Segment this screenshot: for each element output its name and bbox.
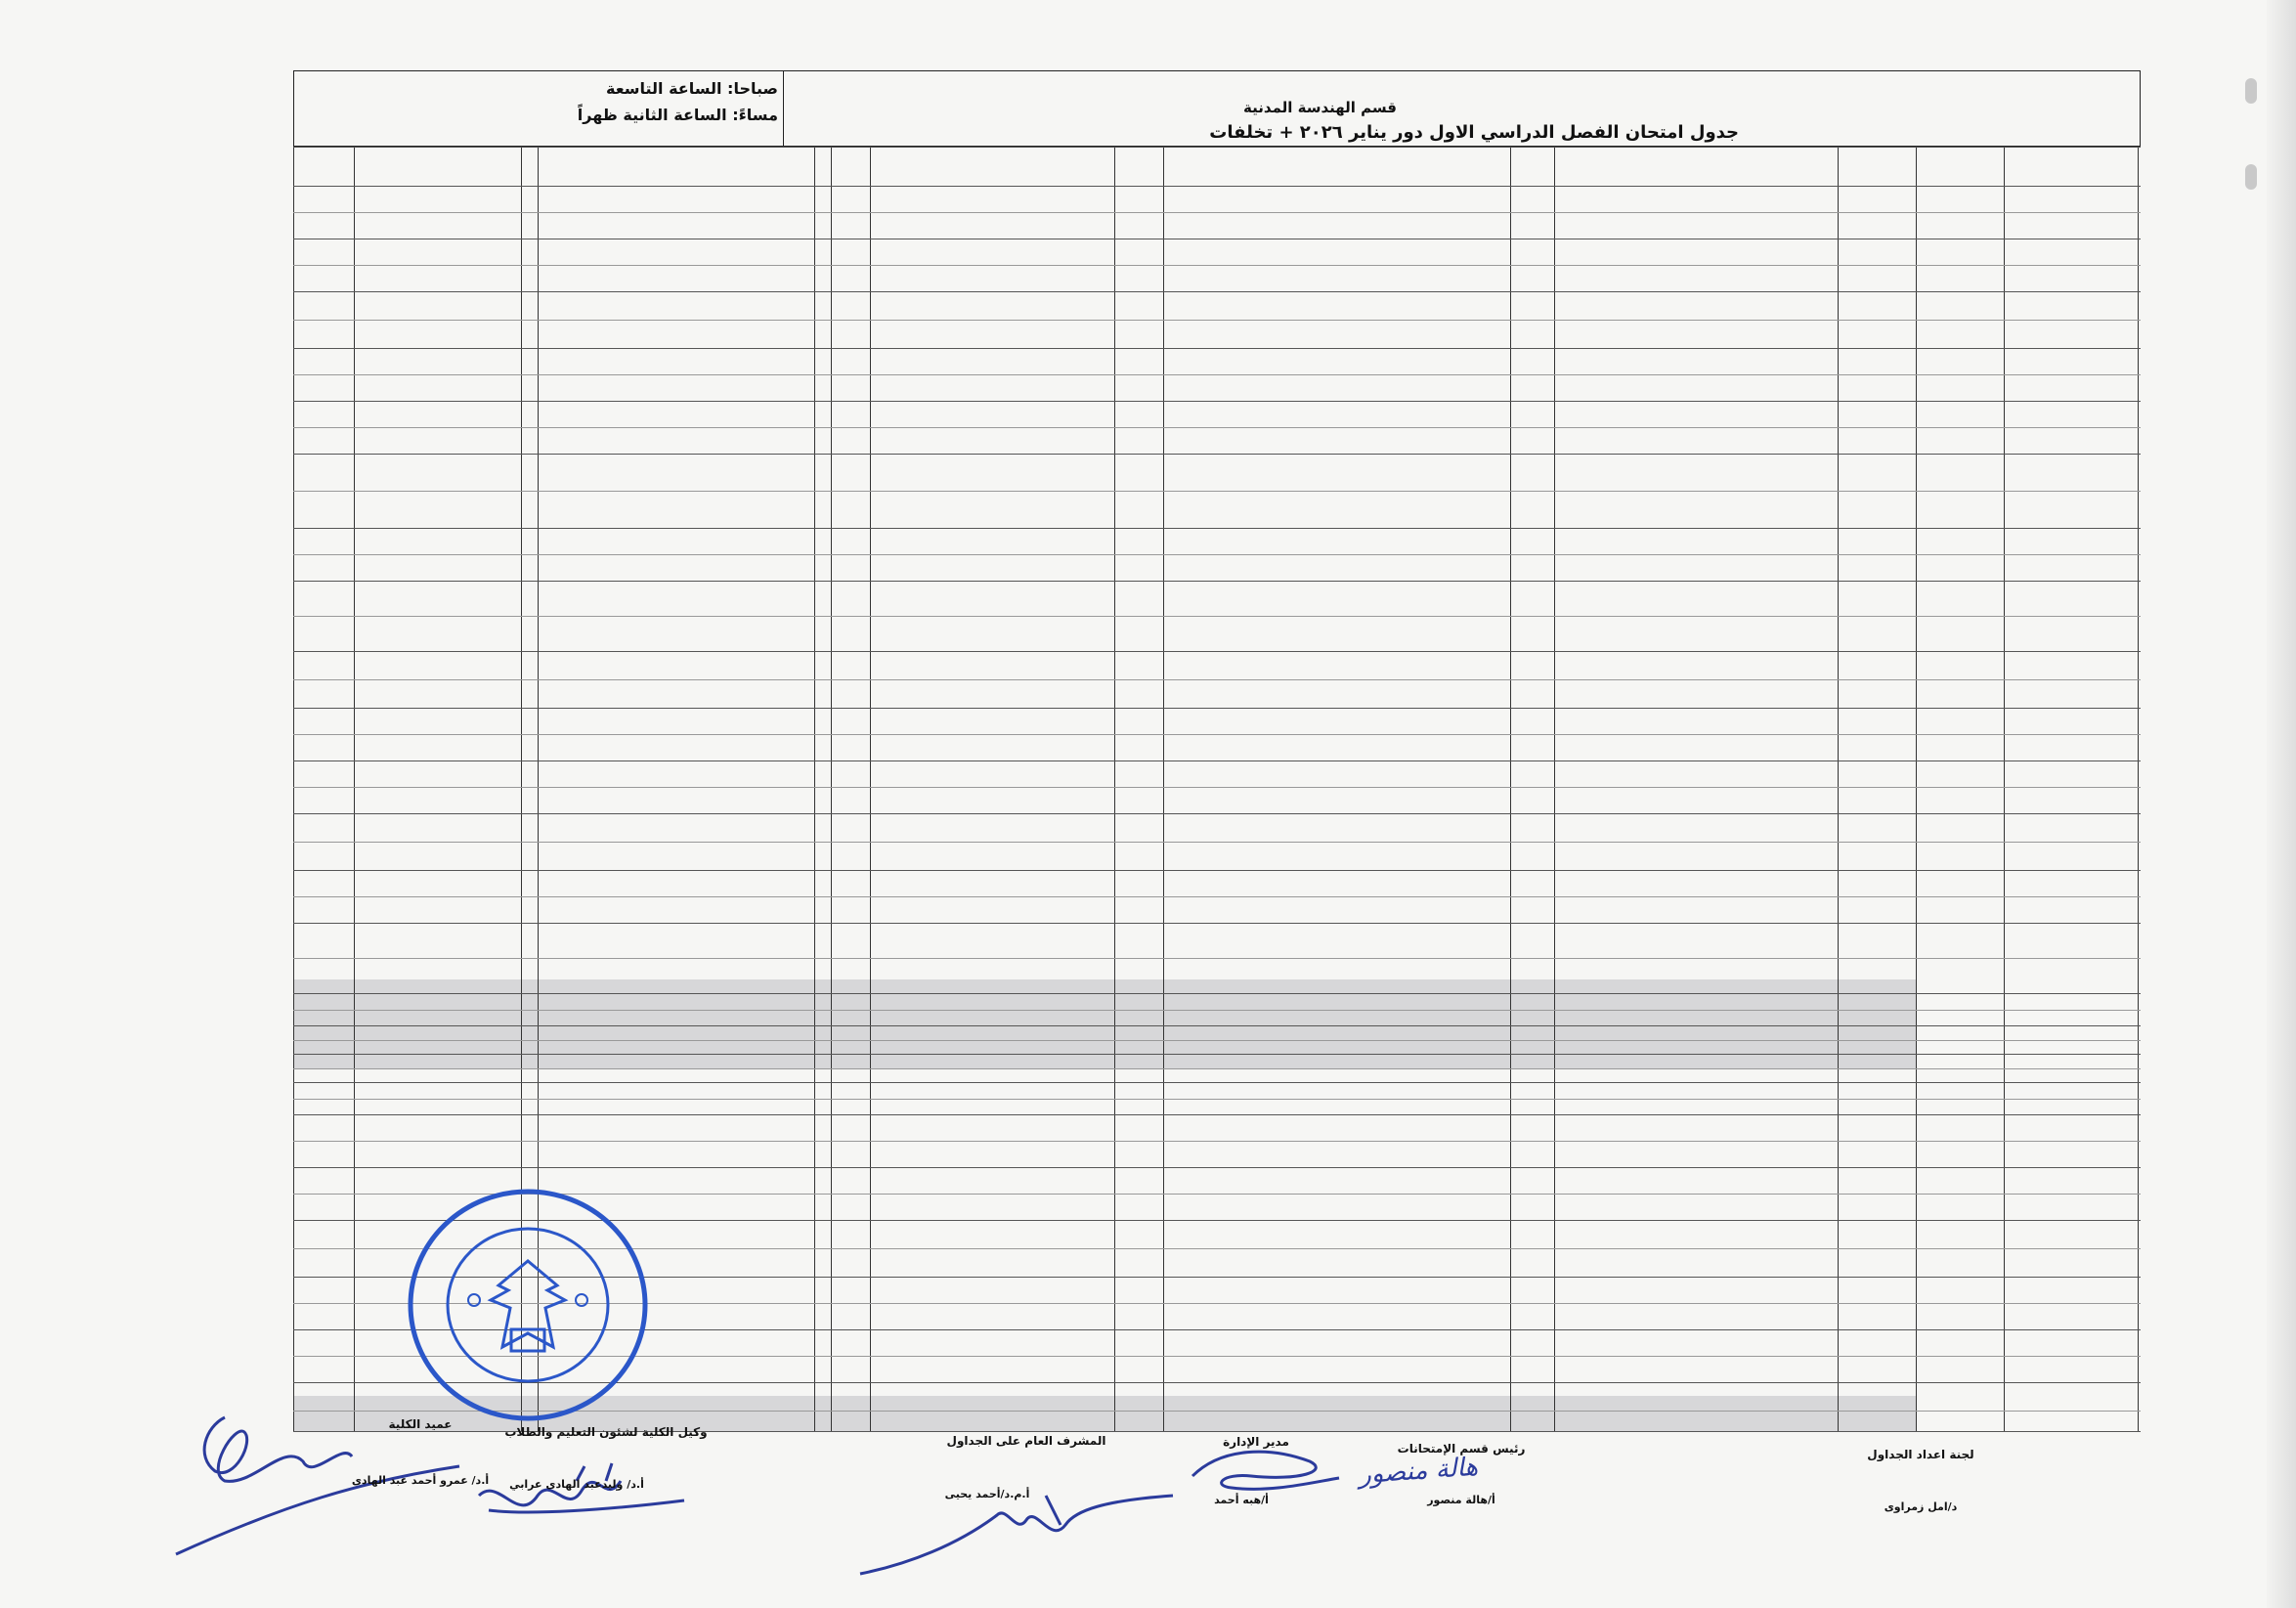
department-title: قسم الهندسة المدنية: [1243, 99, 1397, 116]
row-sub-line: [293, 1099, 2141, 1100]
column-line: [1163, 147, 1164, 1432]
supervisor-name: أ.م.د/أحمد يحيى: [944, 1488, 1030, 1500]
row-line: [293, 348, 2141, 349]
row-sub-line: [293, 320, 2141, 321]
row-sub-line: [293, 427, 2141, 428]
row-sub-line: [293, 734, 2141, 735]
row-line: [293, 401, 2141, 402]
handwritten-name: هالة منصور: [1358, 1452, 1479, 1491]
row-line: [293, 708, 2141, 709]
row-line: [293, 186, 2141, 187]
column-line: [1510, 147, 1511, 1432]
row-sub-line: [293, 896, 2141, 897]
row-line: [293, 1167, 2141, 1168]
row-line: [293, 528, 2141, 529]
evening-time: مساءً: الساعة الثانية ظهراً: [577, 106, 778, 124]
row-sub-line: [293, 958, 2141, 959]
row-line: [293, 1114, 2141, 1115]
row-line: [293, 291, 2141, 292]
schedule-title: جدول امتحان الفصل الدراسي الاول دور يناير ٢٠٢٦ + تخلفات: [1209, 122, 1739, 143]
dean-name: أ.د/ عمرو أحمد عبد الهادى: [351, 1474, 490, 1487]
dean-title: عميد الكلية: [388, 1417, 453, 1431]
column-line: [1554, 147, 1555, 1432]
exams-head-title: رئيس قسم الإمتحانات: [1397, 1442, 1526, 1456]
grid-top-line: [293, 147, 2141, 148]
row-sub-line: [293, 679, 2141, 680]
row-line: [293, 454, 2141, 455]
column-line: [1916, 147, 1917, 1432]
page-edge: [2267, 0, 2296, 1608]
column-line: [1838, 147, 1839, 1432]
committee-title: لجنة اعداد الجداول: [1867, 1448, 1974, 1461]
row-sub-line: [293, 491, 2141, 492]
row-sub-line: [293, 212, 2141, 213]
column-line: [831, 147, 832, 1432]
admin-manager-name: أ/هبه أحمد: [1214, 1494, 1269, 1506]
column-line: [1114, 147, 1115, 1432]
row-sub-line: [293, 1040, 2141, 1041]
exams-head-name: أ/هالة منصور: [1427, 1494, 1495, 1506]
row-sub-line: [293, 787, 2141, 788]
header-divider: [783, 71, 784, 146]
morning-time: صباحا: الساعة التاسعة: [606, 79, 778, 98]
punch-hole: [2245, 78, 2257, 104]
row-line: [293, 1054, 2141, 1055]
row-line: [293, 651, 2141, 652]
column-line: [870, 147, 871, 1432]
column-line: [814, 147, 815, 1432]
vice-dean-signature: [459, 1456, 714, 1535]
row-sub-line: [293, 265, 2141, 266]
committee-name: د/امل زمراوى: [1884, 1500, 1958, 1513]
column-line: [2138, 147, 2139, 1432]
row-sub-line: [293, 1141, 2141, 1142]
row-sub-line: [293, 1068, 2141, 1069]
row-sub-line: [293, 1010, 2141, 1011]
row-line: [293, 581, 2141, 582]
column-line: [293, 147, 294, 1432]
admin-manager-title: مدير الإدارة: [1223, 1435, 1289, 1449]
row-line: [293, 813, 2141, 814]
supervisor-title: المشرف العام على الجداول: [946, 1434, 1106, 1448]
vice-dean-name: أ.د/ وليدعبد الهادى عرابي: [509, 1478, 644, 1491]
row-line: [293, 923, 2141, 924]
row-sub-line: [293, 554, 2141, 555]
row-sub-line: [293, 616, 2141, 617]
row-line: [293, 1082, 2141, 1083]
row-sub-line: [293, 842, 2141, 843]
column-line: [354, 147, 355, 1432]
vice-dean-title: وكيل الكلية لشئون التعليم والطلاب: [504, 1425, 708, 1439]
row-line: [293, 1025, 2141, 1026]
row-line: [293, 993, 2141, 994]
punch-hole: [2245, 164, 2257, 190]
column-line: [2004, 147, 2005, 1432]
row-line: [293, 870, 2141, 871]
header-box: [293, 70, 2141, 147]
row-sub-line: [293, 374, 2141, 375]
